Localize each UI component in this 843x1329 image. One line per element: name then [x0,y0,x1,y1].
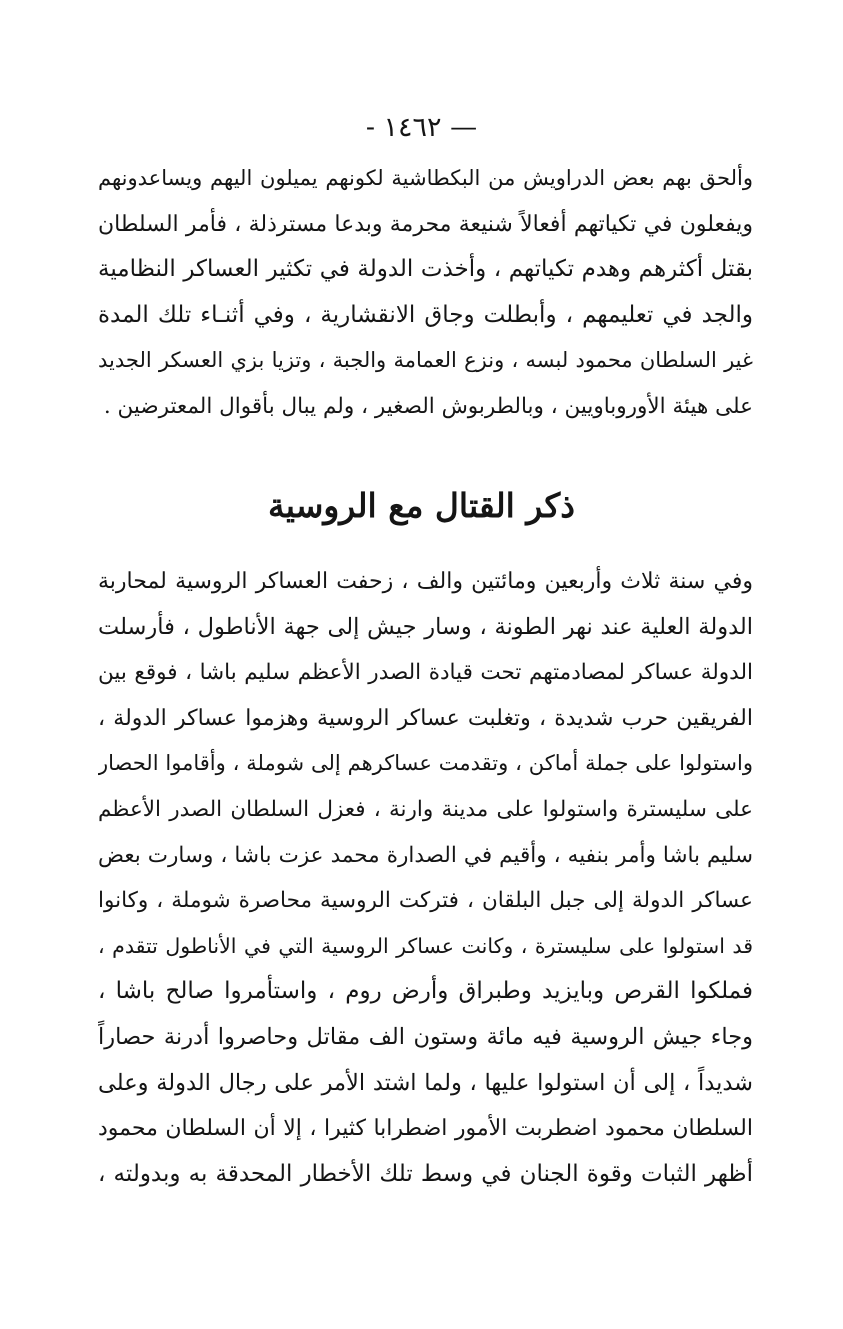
text-line: فملكوا القرص وبايزيد وطبراق وأرض روم ، واستأمروا صالح باشا ، [98,978,753,1005]
text-line: بقتل أكثرهم وهدم تكياتهم ، وأخذت الدولة في تكثير العساكر النظامية [98,256,753,283]
text-line: وجاء جيش الروسية فيه مائة وستون الف مقاتل وحاصروا أدرنة حصاراً [98,1023,753,1050]
text-line: الدولة عساكر لمصادمتهم تحت قيادة الصدر الأعظم سليم باشا ، فوقع بين [98,660,753,686]
text-line: غير السلطان محمود لبسه ، ونزع العمامة والجبة ، وتزيا بزي العسكر الجديد [98,348,753,373]
text-line: واستولوا على جملة أماكن ، وتقدمت عساكرهم إلى شوملة ، وأقاموا الحصار [98,751,753,776]
text-line: الدولة العلية عند نهر الطونة ، وسار جيش إلى جهة الأناطول ، فأرسلت [98,613,753,640]
text-line: ويفعلون في تكياتهم أفعالاً شنيعة محرمة وبدعا مسترذلة ، فأمر السلطان [98,211,753,237]
text-line: على سليسترة واستولوا على مدينة وارنة ، فعزل السلطان الصدر الأعظم [98,796,753,822]
text-line: شديداً ، إلى أن استولوا عليها ، ولما اشتد الأمر على رجال الدولة وعلى [98,1069,753,1096]
text-line: السلطان محمود اضطربت الأمور اضطرابا كثيرا ، إلا أن السلطان محمود [98,1116,753,1142]
text-line: وألحق بهم بعض الدراويش من البكطاشية لكونهم يميلون اليهم ويساعدونهم [98,166,753,190]
section-heading: ذكر القتال مع الروسية [268,486,575,525]
page-number: — ١٤٦٢ - [365,112,478,143]
text-line: سليم باشا وأمر بنفيه ، وأقيم في الصدارة محمد عزت باشا ، وسارت بعض [98,842,753,868]
text-line: وفي سنة ثلاث وأربعين ومائتين والف ، زحفت العساكر الروسية لمحاربة [98,569,753,594]
paragraph-intro [98,156,753,430]
text-line: قد استولوا على سليسترة ، وكانت عساكر الروسية التي في الأناطول تتقدم ، [98,933,753,958]
text-line: عساكر الدولة إلى جبل البلقان ، فتركت الروسية محاصرة شوملة ، وكانوا [98,888,753,914]
text-line: على هيئة الأوروباويين ، وبالطربوش الصغير ، ولم يبال بأقوال المعترضين . [103,393,753,419]
text-line: والجد في تعليمهم ، وأبطلت وجاق الانقشارية ، وفي أثنـاء تلك المدة [98,301,753,328]
text-line: أظهر الثبات وقوة الجنان في وسط تلك الأخطار المحدقة به وبدولته ، [98,1160,753,1187]
text-line: الفريقين حرب شديدة ، وتغلبت عساكر الروسية وهزموا عساكر الدولة ، [98,705,753,731]
paragraph-russian-war [98,559,753,1197]
